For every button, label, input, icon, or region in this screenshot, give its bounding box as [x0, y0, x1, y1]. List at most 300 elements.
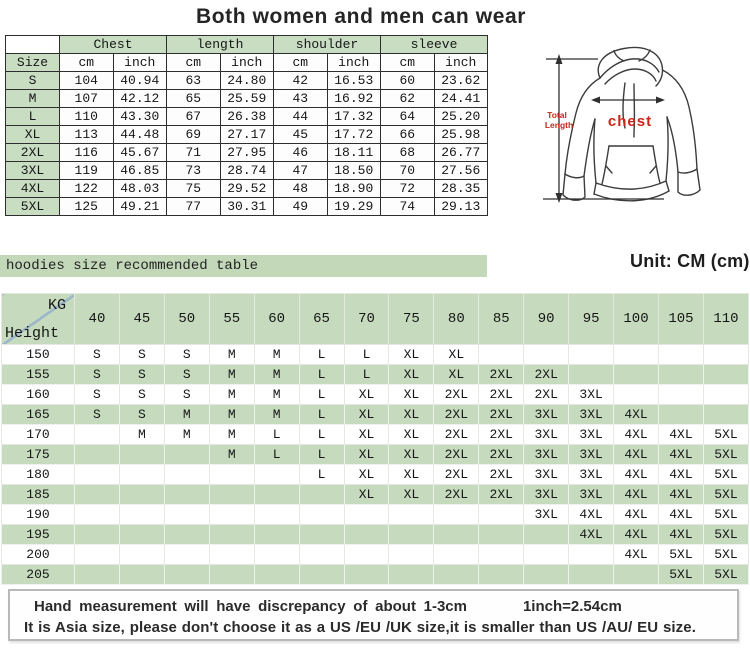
height-cell: 195: [2, 525, 75, 545]
height-cell: 200: [2, 545, 75, 565]
recommended-size-cell: [703, 385, 748, 405]
recommended-size-cell: 2XL: [479, 365, 524, 385]
height-cell: 155: [2, 365, 75, 385]
recommended-size-cell: 4XL: [658, 465, 703, 485]
weight-table-row: [2, 425, 749, 445]
recommended-size-cell: XL: [389, 405, 434, 425]
weight-header-cell: 110: [703, 294, 748, 345]
recommended-size-cell: [389, 505, 434, 525]
recommended-size-cell: S: [75, 405, 120, 425]
weight-table: [1, 293, 749, 585]
recommended-size-cell: M: [209, 345, 254, 365]
measurement-cell: 74: [381, 198, 435, 216]
weight-header-cell: 60: [254, 294, 299, 345]
recommended-size-cell: 4XL: [569, 525, 614, 545]
recommended-size-cell: 5XL: [703, 505, 748, 525]
recommended-size-cell: [703, 345, 748, 365]
recommended-size-cell: L: [344, 345, 389, 365]
measurement-cell: 69: [167, 126, 221, 144]
recommended-size-cell: 4XL: [658, 525, 703, 545]
recommended-size-cell: 3XL: [569, 445, 614, 465]
measurement-cell: 63: [167, 72, 221, 90]
recommended-size-cell: L: [254, 425, 299, 445]
recommended-size-cell: XL: [344, 465, 389, 485]
measurement-cell: 24.80: [220, 72, 274, 90]
recommended-size-cell: [119, 485, 164, 505]
measurement-cell: 26.38: [220, 108, 274, 126]
measurement-cell: 49.21: [113, 198, 167, 216]
weight-header-cell: 90: [524, 294, 569, 345]
recommended-size-cell: 4XL: [614, 445, 659, 465]
measurement-cell: 18.50: [327, 162, 381, 180]
size-table-row: [6, 162, 488, 180]
measurement-cell: 73: [167, 162, 221, 180]
measurement-cell: 16.92: [327, 90, 381, 108]
recommended-size-cell: [119, 445, 164, 465]
recommended-size-cell: [524, 345, 569, 365]
recommended-size-cell: 4XL: [658, 445, 703, 465]
weight-header-cell: 50: [164, 294, 209, 345]
recommended-size-cell: XL: [389, 345, 434, 365]
measurement-cell: 113: [60, 126, 114, 144]
measurement-cell: 77: [167, 198, 221, 216]
recommended-size-cell: XL: [434, 345, 479, 365]
recommended-size-cell: 5XL: [658, 565, 703, 585]
size-cell: 5XL: [6, 198, 60, 216]
height-cell: 185: [2, 485, 75, 505]
recommended-size-cell: [75, 545, 120, 565]
measurement-cell: 26.77: [434, 144, 488, 162]
recommended-size-cell: 2XL: [524, 385, 569, 405]
kg-label: KG: [47, 297, 66, 314]
recommended-size-cell: 5XL: [703, 485, 748, 505]
page-title: Both women and men can wear: [195, 5, 527, 28]
measurement-cell: 72: [381, 180, 435, 198]
recommend-table-strip: hoodies size recommended table: [0, 255, 487, 277]
measurement-cell: 49: [274, 198, 328, 216]
recommended-size-cell: 3XL: [569, 385, 614, 405]
size-cell: 4XL: [6, 180, 60, 198]
recommended-size-cell: [389, 565, 434, 585]
kg-height-corner-cell: [2, 294, 75, 345]
recommended-size-cell: XL: [344, 485, 389, 505]
recommended-size-cell: [524, 545, 569, 565]
recommended-size-cell: XL: [389, 365, 434, 385]
recommended-size-cell: [254, 565, 299, 585]
height-cell: 150: [2, 345, 75, 365]
footer-inch-conversion: 1inch=2.54cm: [522, 598, 622, 615]
recommended-size-cell: [119, 525, 164, 545]
measurement-cell: 64: [381, 108, 435, 126]
recommended-size-cell: [703, 365, 748, 385]
recommended-size-cell: [344, 565, 389, 585]
measurement-cell: 68: [381, 144, 435, 162]
measurement-cell: 60: [381, 72, 435, 90]
measurement-cell: 25.98: [434, 126, 488, 144]
recommended-size-cell: XL: [389, 385, 434, 405]
recommended-size-cell: L: [299, 425, 344, 445]
recommended-size-cell: [75, 465, 120, 485]
recommended-size-cell: [479, 345, 524, 365]
recommended-size-cell: XL: [344, 405, 389, 425]
recommended-size-cell: 3XL: [569, 465, 614, 485]
recommended-size-cell: XL: [389, 465, 434, 485]
recommended-size-cell: [75, 565, 120, 585]
recommended-size-cell: 2XL: [479, 485, 524, 505]
measurement-cell: 17.72: [327, 126, 381, 144]
size-cell: 2XL: [6, 144, 60, 162]
recommended-size-cell: L: [299, 385, 344, 405]
recommended-size-cell: 3XL: [524, 445, 569, 465]
measurement-cell: 27.56: [434, 162, 488, 180]
recommended-size-cell: [209, 505, 254, 525]
unit-cm-header: cm: [60, 54, 114, 72]
recommended-size-cell: [434, 545, 479, 565]
recommended-size-cell: [479, 525, 524, 545]
measurement-cell: 18.11: [327, 144, 381, 162]
recommended-size-cell: [569, 545, 614, 565]
measurement-cell: 46.85: [113, 162, 167, 180]
weight-header-cell: 85: [479, 294, 524, 345]
recommended-size-cell: 4XL: [658, 425, 703, 445]
group-header-shoulder: shoulder: [274, 36, 381, 54]
measurement-cell: 29.52: [220, 180, 274, 198]
recommended-size-cell: [254, 545, 299, 565]
size-cell: M: [6, 90, 60, 108]
recommended-size-cell: [164, 525, 209, 545]
height-cell: 205: [2, 565, 75, 585]
recommended-size-cell: 2XL: [434, 385, 479, 405]
group-header-chest: Chest: [60, 36, 167, 54]
weight-table-row: [2, 525, 749, 545]
recommended-size-cell: S: [119, 405, 164, 425]
recommended-size-cell: S: [75, 345, 120, 365]
size-cell: 3XL: [6, 162, 60, 180]
recommended-size-cell: 4XL: [614, 485, 659, 505]
measurement-cell: 62: [381, 90, 435, 108]
footer-line1: [34, 598, 737, 615]
recommended-size-cell: S: [164, 385, 209, 405]
measurement-cell: 67: [167, 108, 221, 126]
unit-inch-header: inch: [220, 54, 274, 72]
weight-header-cell: 45: [119, 294, 164, 345]
unit-inch-header: inch: [327, 54, 381, 72]
recommended-size-cell: 3XL: [524, 505, 569, 525]
size-table: [5, 35, 488, 216]
measurement-cell: 65: [167, 90, 221, 108]
recommended-size-cell: [75, 485, 120, 505]
height-label: Height: [5, 325, 60, 342]
weight-header-cell: 65: [299, 294, 344, 345]
recommended-size-cell: [209, 565, 254, 585]
recommended-size-cell: [164, 445, 209, 465]
height-cell: 160: [2, 385, 75, 405]
measurement-cell: 43.30: [113, 108, 167, 126]
measurement-cell: 27.17: [220, 126, 274, 144]
recommended-size-cell: [119, 505, 164, 525]
measurement-cell: 44.48: [113, 126, 167, 144]
recommended-size-cell: M: [209, 365, 254, 385]
recommended-size-cell: [254, 505, 299, 525]
footer-measurement-note: Hand measurement will have discrepancy of about 1-3cm: [34, 598, 467, 615]
size-table-row: [6, 126, 488, 144]
recommended-size-cell: [75, 505, 120, 525]
recommended-size-cell: [614, 345, 659, 365]
recommended-size-cell: [209, 465, 254, 485]
recommended-size-cell: L: [299, 405, 344, 425]
recommended-size-cell: [658, 405, 703, 425]
chest-label: chest: [607, 113, 653, 130]
recommended-size-cell: S: [164, 365, 209, 385]
recommended-size-cell: 5XL: [703, 565, 748, 585]
recommended-size-cell: 5XL: [703, 465, 748, 485]
total-length-label-line1: Total: [547, 110, 567, 120]
measurement-cell: 71: [167, 144, 221, 162]
recommended-size-cell: [119, 465, 164, 485]
unit-inch-header: inch: [113, 54, 167, 72]
recommended-size-cell: 2XL: [524, 365, 569, 385]
recommended-size-cell: [75, 445, 120, 465]
recommended-size-cell: [299, 505, 344, 525]
total-length-label-line2: Length: [544, 120, 574, 130]
measurement-cell: 116: [60, 144, 114, 162]
recommended-size-cell: [389, 545, 434, 565]
footer-note-box: [8, 589, 739, 641]
recommended-size-cell: 3XL: [569, 425, 614, 445]
recommended-size-cell: XL: [389, 485, 434, 505]
size-table-group-row: [6, 36, 488, 54]
weight-table-body: [2, 345, 749, 585]
height-cell: 190: [2, 505, 75, 525]
measurement-cell: 66: [381, 126, 435, 144]
recommended-size-cell: 2XL: [479, 405, 524, 425]
recommended-size-cell: [569, 565, 614, 585]
recommended-size-cell: 4XL: [614, 525, 659, 545]
size-table-row: [6, 180, 488, 198]
recommended-size-cell: 3XL: [524, 425, 569, 445]
recommended-size-cell: [434, 565, 479, 585]
size-header-cell: Size: [6, 54, 60, 72]
recommended-size-cell: 4XL: [614, 545, 659, 565]
size-cell: S: [6, 72, 60, 90]
recommended-size-cell: XL: [344, 385, 389, 405]
recommended-size-cell: M: [119, 425, 164, 445]
recommended-size-cell: M: [254, 385, 299, 405]
weight-table-row: [2, 465, 749, 485]
recommended-size-cell: [299, 545, 344, 565]
weight-header-cell: 95: [569, 294, 614, 345]
measurement-cell: 104: [60, 72, 114, 90]
recommended-size-cell: L: [344, 365, 389, 385]
weight-table-row: [2, 545, 749, 565]
recommended-size-cell: 4XL: [614, 465, 659, 485]
recommended-size-cell: [479, 505, 524, 525]
measurement-cell: 30.31: [220, 198, 274, 216]
recommended-size-cell: M: [209, 405, 254, 425]
recommended-size-cell: [344, 545, 389, 565]
recommended-size-cell: [569, 345, 614, 365]
recommended-size-cell: 2XL: [434, 445, 479, 465]
recommended-size-cell: 4XL: [614, 425, 659, 445]
measurement-cell: 27.95: [220, 144, 274, 162]
measurement-cell: 125: [60, 198, 114, 216]
recommended-size-cell: 3XL: [569, 405, 614, 425]
recommended-size-cell: [614, 385, 659, 405]
recommended-size-cell: M: [164, 405, 209, 425]
recommended-size-cell: XL: [344, 445, 389, 465]
recommended-size-cell: [164, 505, 209, 525]
recommended-size-cell: 4XL: [614, 505, 659, 525]
recommended-size-cell: [299, 485, 344, 505]
weight-header-cell: 100: [614, 294, 659, 345]
recommended-size-cell: [389, 525, 434, 545]
unit-label: Unit: CM (cm): [630, 251, 750, 271]
measurement-cell: 24.41: [434, 90, 488, 108]
recommended-size-cell: M: [254, 405, 299, 425]
recommended-size-cell: 2XL: [479, 445, 524, 465]
recommended-size-cell: S: [75, 385, 120, 405]
recommended-size-cell: 3XL: [569, 485, 614, 505]
recommended-size-cell: [209, 525, 254, 545]
weight-table-row: [2, 345, 749, 365]
recommended-size-cell: 3XL: [524, 405, 569, 425]
measurement-cell: 40.94: [113, 72, 167, 90]
recommended-size-cell: XL: [389, 425, 434, 445]
measurement-cell: 25.59: [220, 90, 274, 108]
recommended-size-cell: S: [119, 365, 164, 385]
recommended-size-cell: [434, 505, 479, 525]
recommended-size-cell: [479, 545, 524, 565]
recommended-size-cell: L: [299, 345, 344, 365]
weight-header-cell: 80: [434, 294, 479, 345]
measurement-cell: 47: [274, 162, 328, 180]
measurement-cell: 19.29: [327, 198, 381, 216]
recommended-size-cell: [569, 365, 614, 385]
group-header-length: length: [167, 36, 274, 54]
recommended-size-cell: S: [75, 365, 120, 385]
measurement-cell: 75: [167, 180, 221, 198]
recommended-size-cell: 4XL: [658, 485, 703, 505]
weight-table-row: [2, 365, 749, 385]
recommended-size-cell: [658, 365, 703, 385]
measurement-cell: 25.20: [434, 108, 488, 126]
weight-table-row: [2, 405, 749, 425]
recommended-size-cell: 2XL: [479, 385, 524, 405]
weight-header-cell: 55: [209, 294, 254, 345]
recommended-size-cell: [254, 465, 299, 485]
recommended-size-cell: [658, 345, 703, 365]
recommended-size-cell: [209, 485, 254, 505]
recommended-size-cell: M: [209, 445, 254, 465]
recommended-size-cell: S: [119, 385, 164, 405]
recommended-size-cell: [209, 545, 254, 565]
measurement-cell: 48.03: [113, 180, 167, 198]
height-cell: 180: [2, 465, 75, 485]
size-table-row: [6, 198, 488, 216]
measurement-cell: 119: [60, 162, 114, 180]
measurement-cell: 28.74: [220, 162, 274, 180]
measurement-cell: 110: [60, 108, 114, 126]
recommended-size-cell: [119, 565, 164, 585]
recommended-size-cell: [344, 505, 389, 525]
recommended-size-cell: 2XL: [479, 465, 524, 485]
recommended-size-cell: 5XL: [703, 545, 748, 565]
recommended-size-cell: 2XL: [434, 405, 479, 425]
recommended-size-cell: M: [254, 345, 299, 365]
weight-header-cell: 75: [389, 294, 434, 345]
recommended-size-cell: L: [254, 445, 299, 465]
weight-header-row: [2, 294, 749, 345]
recommended-size-cell: 3XL: [524, 485, 569, 505]
recommended-size-cell: 3XL: [524, 465, 569, 485]
measurement-cell: 70: [381, 162, 435, 180]
weight-header-cell: 70: [344, 294, 389, 345]
footer-asia-size-note: It is Asia size, please don't choose it as a US /EU /UK size,it is smaller than US /AU/ EU size.: [24, 619, 696, 636]
weight-table-row: [2, 445, 749, 465]
recommended-size-cell: 2XL: [434, 465, 479, 485]
height-cell: 170: [2, 425, 75, 445]
measurement-cell: 28.35: [434, 180, 488, 198]
measurement-cell: 46: [274, 144, 328, 162]
recommended-size-cell: [524, 525, 569, 545]
recommended-size-cell: [614, 565, 659, 585]
measurement-cell: 29.13: [434, 198, 488, 216]
recommended-size-cell: 5XL: [703, 425, 748, 445]
unit-inch-header: inch: [434, 54, 488, 72]
unit-cm-header: cm: [274, 54, 328, 72]
recommended-size-cell: [344, 525, 389, 545]
recommended-size-cell: 4XL: [658, 505, 703, 525]
height-cell: 175: [2, 445, 75, 465]
measurement-cell: 43: [274, 90, 328, 108]
measurement-cell: 18.90: [327, 180, 381, 198]
recommended-size-cell: M: [209, 425, 254, 445]
unit-cm-header: cm: [167, 54, 221, 72]
weight-header-cell: 105: [658, 294, 703, 345]
weight-header-cell: 40: [75, 294, 120, 345]
measurement-cell: 23.62: [434, 72, 488, 90]
size-cell: XL: [6, 126, 60, 144]
recommended-size-cell: 2XL: [479, 425, 524, 445]
recommended-size-cell: 5XL: [703, 445, 748, 465]
measurement-cell: 44: [274, 108, 328, 126]
recommended-size-cell: L: [299, 365, 344, 385]
group-header-sleeve: sleeve: [381, 36, 488, 54]
measurement-cell: 48: [274, 180, 328, 198]
size-table-corner-cell: [6, 36, 60, 54]
recommended-size-cell: [164, 465, 209, 485]
recommended-size-cell: [164, 485, 209, 505]
recommended-size-cell: S: [164, 345, 209, 365]
measurement-cell: 122: [60, 180, 114, 198]
size-table-unit-row: [6, 54, 488, 72]
recommended-size-cell: [164, 545, 209, 565]
measurement-cell: 42: [274, 72, 328, 90]
measurement-cell: 107: [60, 90, 114, 108]
recommended-size-cell: [119, 545, 164, 565]
recommended-size-cell: [254, 485, 299, 505]
size-cell: L: [6, 108, 60, 126]
recommended-size-cell: [614, 365, 659, 385]
recommended-size-cell: [75, 425, 120, 445]
measurement-cell: 42.12: [113, 90, 167, 108]
recommended-size-cell: XL: [344, 425, 389, 445]
recommended-size-cell: [254, 525, 299, 545]
weight-table-row: [2, 565, 749, 585]
recommended-size-cell: [703, 405, 748, 425]
recommended-size-cell: [299, 525, 344, 545]
size-table-row: [6, 90, 488, 108]
